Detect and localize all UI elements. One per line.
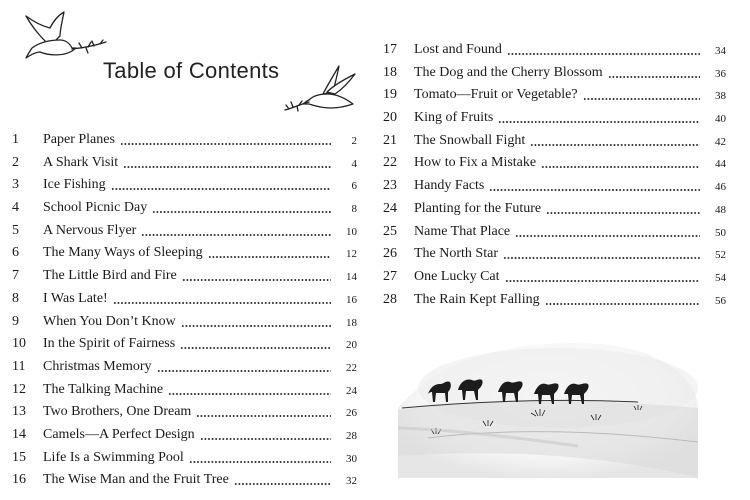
contents-entry <box>12 288 357 311</box>
dot-leader <box>505 280 700 282</box>
contents-entry <box>12 311 357 334</box>
contents-entry <box>12 401 357 424</box>
entry-page-number: 28 <box>346 429 357 442</box>
entry-number: 7 <box>12 268 19 284</box>
entry-page-number: 14 <box>346 271 357 284</box>
contents-entry <box>12 333 357 356</box>
dot-leader <box>489 189 700 191</box>
entry-title: Ice Fishing <box>43 177 106 193</box>
entry-page-number: 56 <box>715 294 726 307</box>
entry-page-number: 48 <box>715 203 726 216</box>
entry-title: King of Fruits <box>414 110 494 126</box>
dot-leader <box>503 257 700 259</box>
contents-entry <box>12 265 357 288</box>
entry-title: Camels—A Perfect Design <box>43 426 195 442</box>
entry-page-number: 46 <box>715 181 726 194</box>
dot-leader <box>113 302 331 304</box>
contents-entry <box>12 152 357 175</box>
entry-title: The Little Bird and Fire <box>43 268 177 284</box>
entry-page-number: 4 <box>351 157 357 170</box>
contents-entry <box>383 84 726 107</box>
entry-page-number: 38 <box>715 90 726 103</box>
dot-leader <box>208 256 331 258</box>
entry-page-number: 16 <box>346 293 357 306</box>
entry-page-number: 50 <box>715 226 726 239</box>
contents-entry <box>12 220 357 243</box>
entry-title: Two Brothers, One Dream <box>43 404 192 420</box>
entry-page-number: 44 <box>715 158 726 171</box>
entry-number: 8 <box>12 290 19 306</box>
entry-number: 13 <box>12 404 26 420</box>
dot-leader <box>181 325 331 327</box>
entry-page-number: 24 <box>346 384 357 397</box>
entry-title: A Nervous Flyer <box>43 222 137 238</box>
entry-title: Handy Facts <box>414 178 485 194</box>
entry-number: 1 <box>12 132 19 147</box>
dot-leader <box>180 347 331 349</box>
entry-number: 17 <box>383 42 397 57</box>
contents-column-left <box>12 129 357 492</box>
entry-number: 27 <box>383 268 397 284</box>
dot-leader <box>120 143 331 145</box>
contents-entry <box>12 129 357 152</box>
contents-entry <box>383 39 726 62</box>
entry-title: One Lucky Cat <box>414 268 500 284</box>
entry-number: 9 <box>12 313 19 329</box>
entry-title: School Picnic Day <box>43 200 148 216</box>
contents-entry <box>12 447 357 470</box>
entry-page-number: 12 <box>346 248 357 261</box>
entry-title: In the Spirit of Fairness <box>43 336 176 352</box>
entry-number: 18 <box>383 64 397 80</box>
entry-page-number: 26 <box>346 407 357 420</box>
dot-leader <box>583 98 700 100</box>
entry-page-number: 2 <box>351 135 357 147</box>
entry-title: The North Star <box>414 246 498 262</box>
entry-page-number: 20 <box>346 339 357 352</box>
entry-page-number: 8 <box>351 203 357 216</box>
contents-entry <box>383 266 726 289</box>
entry-page-number: 32 <box>346 475 357 488</box>
entry-number: 16 <box>12 472 26 488</box>
dove-icon <box>283 64 363 118</box>
entry-title: The Rain Kept Falling <box>414 291 540 307</box>
entry-number: 24 <box>383 200 397 216</box>
dot-leader <box>498 121 700 123</box>
entry-number: 23 <box>383 178 397 194</box>
dot-leader <box>182 279 331 281</box>
dot-leader <box>546 212 700 214</box>
entry-title: The Snowball Fight <box>414 132 526 148</box>
entry-number: 20 <box>383 110 397 126</box>
contents-column-right <box>383 39 726 311</box>
entry-number: 25 <box>383 223 397 239</box>
entry-title: I Was Late! <box>43 290 108 306</box>
entry-title: When You Don’t Know <box>43 313 176 329</box>
entry-page-number: 22 <box>346 361 357 374</box>
entry-number: 26 <box>383 246 397 262</box>
dot-leader <box>111 188 331 190</box>
entry-number: 19 <box>383 87 397 103</box>
contents-entry <box>12 197 357 220</box>
entry-page-number: 6 <box>351 180 357 193</box>
dot-leader <box>141 234 331 236</box>
entry-number: 21 <box>383 132 397 148</box>
entry-title: Planting for the Future <box>414 200 542 216</box>
entry-number: 5 <box>12 222 19 238</box>
dot-leader <box>168 393 331 395</box>
entry-title: Life Is a Swimming Pool <box>43 449 184 465</box>
dove-icon <box>20 8 112 66</box>
contents-entry <box>383 289 726 312</box>
dot-leader <box>507 53 700 55</box>
page-title: Table of Contents <box>103 58 280 83</box>
entry-page-number: 36 <box>715 67 726 80</box>
dot-leader <box>541 166 700 168</box>
contents-entry <box>383 130 726 153</box>
entry-title: Name That Place <box>414 223 511 239</box>
entry-page-number: 18 <box>346 316 357 329</box>
entry-number: 10 <box>12 336 26 352</box>
entry-title: Lost and Found <box>414 42 502 57</box>
entry-number: 11 <box>12 358 26 374</box>
contents-entry <box>383 221 726 244</box>
entry-title: The Many Ways of Sleeping <box>43 245 203 261</box>
entry-number: 28 <box>383 291 397 307</box>
dot-leader <box>545 303 700 305</box>
entry-page-number: 42 <box>715 135 726 148</box>
entry-title: How to Fix a Mistake <box>414 155 537 171</box>
dot-leader <box>152 211 331 213</box>
entry-number: 2 <box>12 154 19 170</box>
entry-page-number: 40 <box>715 113 726 126</box>
contents-entry <box>12 469 357 492</box>
entry-title: The Wise Man and the Fruit Tree <box>43 472 229 488</box>
dot-leader <box>515 235 700 237</box>
entry-page-number: 54 <box>715 271 726 284</box>
camel-caravan-illustration <box>398 338 698 478</box>
entry-title: Tomato—Fruit or Vegetable? <box>414 87 578 103</box>
entry-page-number: 30 <box>346 452 357 465</box>
entry-number: 15 <box>12 449 26 465</box>
contents-entry <box>383 243 726 266</box>
contents-entry <box>12 424 357 447</box>
contents-entry <box>383 152 726 175</box>
contents-entry <box>383 175 726 198</box>
dot-leader <box>123 166 331 168</box>
entry-title: Christmas Memory <box>43 358 152 374</box>
contents-entry <box>12 174 357 197</box>
entry-title: The Talking Machine <box>43 381 164 397</box>
entry-title: The Dog and the Cherry Blossom <box>414 64 603 80</box>
contents-entry <box>383 62 726 85</box>
dot-leader <box>189 461 331 463</box>
contents-entry <box>383 198 726 221</box>
entry-number: 14 <box>12 426 26 442</box>
dot-leader <box>530 144 700 146</box>
contents-entry <box>383 107 726 130</box>
dot-leader <box>234 483 331 485</box>
entry-title: A Shark Visit <box>43 154 119 170</box>
entry-page-number: 52 <box>715 249 726 262</box>
contents-entry <box>12 242 357 265</box>
entry-title: Paper Planes <box>43 132 115 147</box>
entry-page-number: 34 <box>715 45 726 57</box>
dot-leader <box>157 370 331 372</box>
dot-leader <box>608 76 700 78</box>
contents-entry <box>12 356 357 379</box>
entry-number: 22 <box>383 155 397 171</box>
entry-number: 6 <box>12 245 19 261</box>
dot-leader <box>196 415 331 417</box>
dot-leader <box>200 438 331 440</box>
entry-page-number: 10 <box>346 225 357 238</box>
entry-number: 12 <box>12 381 26 397</box>
entry-number: 4 <box>12 200 19 216</box>
contents-entry <box>12 379 357 402</box>
entry-number: 3 <box>12 177 19 193</box>
